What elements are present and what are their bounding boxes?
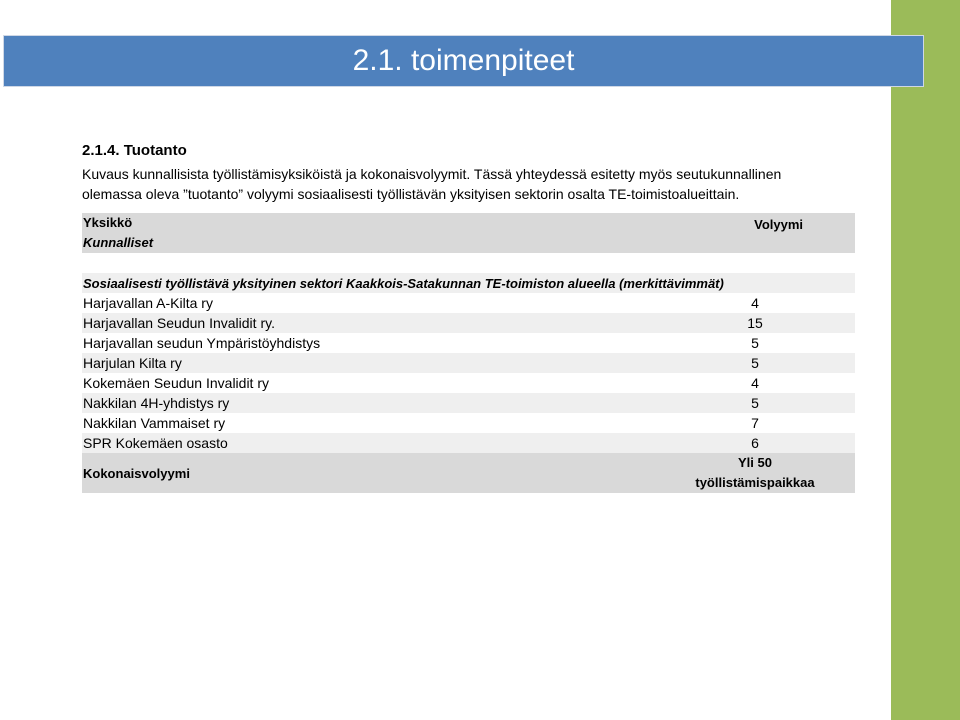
row-volume: 6 bbox=[751, 435, 759, 451]
title-banner bbox=[3, 35, 924, 87]
table-row bbox=[82, 353, 855, 373]
intro-section bbox=[82, 142, 872, 204]
table-row bbox=[82, 373, 855, 393]
table-row bbox=[82, 333, 855, 353]
total-value bbox=[655, 453, 855, 493]
row-volume: 15 bbox=[747, 315, 763, 331]
section-title-text: Sosiaalisesti työllistävä yksityinen sektori Kaakkois-Satakunnan TE-toimiston alueella (merkittävimmät) bbox=[83, 275, 724, 291]
table-header bbox=[82, 213, 855, 253]
table-row bbox=[82, 413, 855, 433]
row-name: Harjavallan Seudun Invalidit ry. bbox=[83, 315, 275, 331]
table-row bbox=[82, 293, 855, 313]
table-row bbox=[82, 393, 855, 413]
intro-text-line-1: Kuvaus kunnallisista työllistämisyksiköistä ja kokonaisvolyymit. Tässä yhteydessä esitetty myös seutukunnallinen bbox=[82, 166, 782, 182]
intro-text-line-2: olemassa oleva ”tuotanto” volyymi sosiaalisesti työllistävän yksityisen sektorin osalta TE-toimistoalueittain. bbox=[82, 186, 740, 202]
row-name: Kokemäen Seudun Invalidit ry bbox=[83, 375, 269, 391]
total-value-line-1: Yli 50 bbox=[738, 455, 772, 470]
row-name: Nakkilan Vammaiset ry bbox=[83, 415, 226, 431]
row-volume: 5 bbox=[751, 395, 759, 411]
total-label: Kokonaisvolyymi bbox=[83, 465, 190, 481]
table-spacer bbox=[82, 253, 855, 273]
row-volume: 7 bbox=[751, 415, 759, 431]
volume-table bbox=[82, 213, 855, 493]
table-section-title bbox=[82, 273, 855, 293]
table-row bbox=[82, 313, 855, 333]
header-subheading: Kunnalliset bbox=[83, 235, 154, 250]
row-volume: 4 bbox=[751, 295, 759, 311]
row-volume: 4 bbox=[751, 375, 759, 391]
table-total-row bbox=[82, 453, 855, 493]
row-volume: 5 bbox=[751, 355, 759, 371]
section-heading: 2.1.4. Tuotanto bbox=[82, 142, 187, 159]
total-value-line-2: työllistämispaikkaa bbox=[695, 475, 815, 490]
row-name: Harjavallan seudun Ympäristöyhdistys bbox=[83, 335, 321, 351]
header-volume-label: Volyymi bbox=[754, 217, 803, 232]
row-name: Nakkilan 4H-yhdistys ry bbox=[83, 395, 230, 411]
row-name: Harjavallan A-Kilta ry bbox=[83, 295, 213, 311]
row-name: SPR Kokemäen osasto bbox=[83, 435, 228, 451]
header-unit-label: Yksikkö bbox=[83, 215, 133, 230]
slide-title: 2.1. toimenpiteet bbox=[352, 44, 575, 77]
table-row bbox=[82, 433, 855, 453]
decorative-side-bar bbox=[891, 0, 960, 720]
row-name: Harjulan Kilta ry bbox=[83, 355, 182, 371]
row-volume: 5 bbox=[751, 335, 759, 351]
